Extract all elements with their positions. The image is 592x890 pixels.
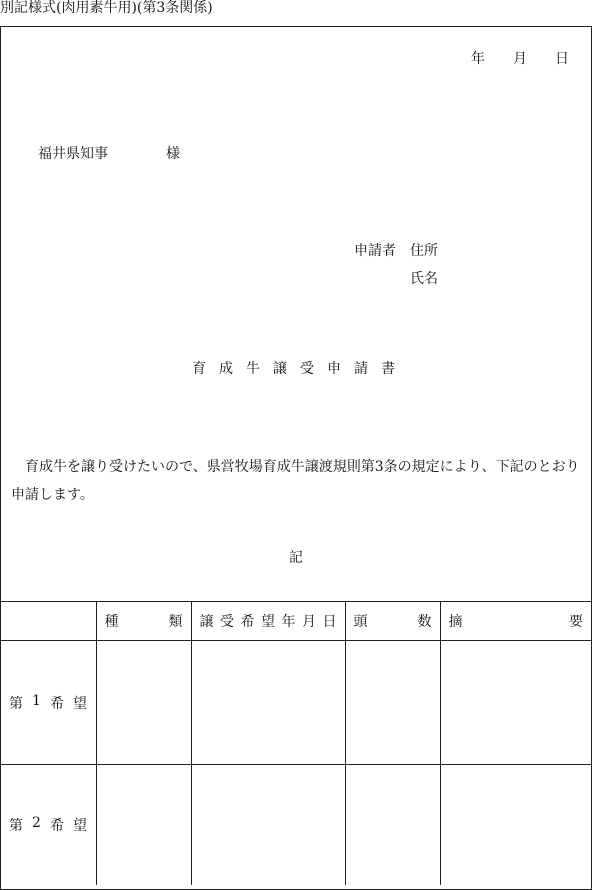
first-remarks-cell[interactable] [440, 641, 591, 765]
month-label: 月 [513, 51, 527, 67]
year-label: 年 [471, 51, 485, 67]
day-label: 日 [555, 51, 569, 67]
first-type-cell[interactable] [96, 641, 191, 765]
body-paragraph: 育成牛を譲り受けたいので、県営牧場育成牛譲渡規則第3条の規定により、下記のとおり申請します。 [11, 459, 580, 503]
first-date-cell[interactable] [191, 641, 345, 765]
applicant-block [354, 237, 438, 293]
second-date-cell[interactable] [191, 765, 345, 886]
request-table [1, 601, 591, 885]
applicant-label: 申請者 [354, 243, 396, 259]
application-form [0, 26, 592, 890]
header-desired-date: 譲 受 希 望 年 月 日 [191, 602, 345, 641]
addressee-honorific: 様 [166, 146, 180, 162]
header-head-count: 頭 数 [345, 602, 440, 641]
second-preference-label: 第 2 希 望 [1, 765, 96, 886]
ki-heading: 記 [289, 550, 303, 566]
header-remarks: 摘 要 [440, 602, 591, 641]
name-label: 氏名 [410, 271, 438, 287]
second-count-cell[interactable] [345, 765, 440, 886]
second-remarks-cell[interactable] [440, 765, 591, 886]
header-type: 種 類 [96, 602, 191, 641]
form-caption: 別記様式(肉用素牛用)(第3条関係) [0, 0, 213, 16]
document-title: 育成牛譲受申請書 [192, 361, 408, 377]
address-label: 住所 [410, 243, 438, 259]
first-preference-label: 第 1 希 望 [1, 641, 96, 765]
table-row [1, 765, 591, 886]
addressee-name: 福井県知事 [38, 146, 108, 162]
addressee [38, 143, 180, 163]
table-row [1, 641, 591, 765]
date-line [471, 48, 569, 68]
first-count-cell[interactable] [345, 641, 440, 765]
second-type-cell[interactable] [96, 765, 191, 886]
header-corner-cell [1, 602, 96, 641]
table-header-row [1, 602, 591, 641]
